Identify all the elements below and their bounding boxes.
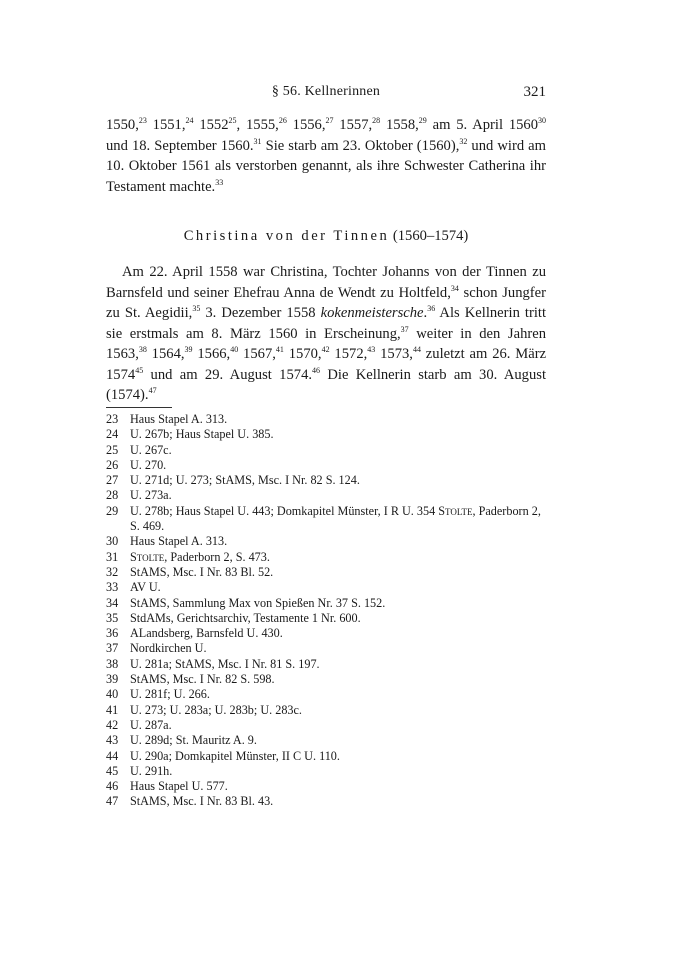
footnote: 47 StAMS, Msc. I Nr. 83 Bl. 43. bbox=[106, 794, 274, 809]
footnote-ref[interactable]: 23 bbox=[138, 116, 147, 125]
footnote-ref[interactable]: 32 bbox=[459, 136, 468, 146]
footnote-ref[interactable]: 28 bbox=[372, 116, 381, 125]
footnote: 33 AV U. bbox=[106, 580, 161, 595]
footnote: 36 ALandsberg, Barnsfeld U. 430. bbox=[106, 626, 283, 641]
footnote-ref[interactable]: 41 bbox=[275, 345, 284, 354]
footnote-ref[interactable]: 34 bbox=[450, 283, 459, 293]
footnote-divider bbox=[106, 407, 172, 408]
footnote-ref[interactable]: 25 bbox=[228, 116, 237, 125]
paragraph-continuation: 1550,23 1551,24 1552$^{25}$, 1555,26 1556,27 1557,28 1558,29 am 5. April 1560$^{30}$ und 18. September 1560.31 Sie starb am 23. Oktober (1560),$^{32}$ und wird am 10. Oktober 1561 als verstorben genannt, als ihre Schwester Catherina ihr Testament machte.$^{33}$ bbox=[106, 116, 547, 195]
footnote-ref[interactable]: 35 bbox=[192, 304, 201, 313]
running-title: § 56. Kellnerinnen bbox=[271, 84, 381, 99]
italic-term: kokenmeistersche bbox=[320, 305, 424, 321]
footnote: 28 U. 273a. bbox=[106, 488, 172, 503]
footnote-ref[interactable]: 37 bbox=[400, 324, 409, 334]
footnote-ref[interactable]: 42 bbox=[321, 345, 330, 354]
footnote-ref[interactable]: 39 bbox=[184, 345, 193, 354]
footnote-ref[interactable]: 40 bbox=[230, 345, 239, 354]
footnote-ref[interactable]: 30 bbox=[538, 116, 547, 125]
footnote: 43 U. 289d; St. Mauritz A. 9. bbox=[106, 733, 257, 748]
paragraph-christina: Am 22. April 1558 war Christina, Tochter Johanns von der Tinnen zu Barnsfeld und seiner Ehefrau Anna de Wendt zu Holtfeld,$^{34}$ schon Jungfer zu St. Aegidii,$^{35}$ 3. Dezember 1558 kokenmeistersche.$^{36}$ Als Kellnerin tritt sie erstmals am 8. März 1560 in Erscheinung,$^{37}$ weiter in den Jahren 1563,38 1564,39 1566,40 1567,41 1570,42 1572,43 1573,44 zuletzt am 26. März 1574$^{45}$ und am 29. August 1574.46 Die Kellnerin starb am 30. August (1574).$^{47}$ bbox=[106, 264, 547, 403]
footnote-ref[interactable]: 44 bbox=[412, 345, 421, 354]
footnote-ref[interactable]: 29 bbox=[418, 116, 427, 125]
page-header bbox=[106, 84, 546, 104]
footnote: 34 StAMS, Sammlung Max von Spießen Nr. 37 S. 152. bbox=[106, 595, 386, 610]
footnote: 39 StAMS, Msc. I Nr. 82 S. 598. bbox=[106, 672, 275, 687]
footnote: 46 Haus Stapel U. 577. bbox=[106, 779, 228, 794]
footnote-ref[interactable]: 46 bbox=[312, 365, 321, 375]
footnote: 31 Stolte, Paderborn 2, S. 473. bbox=[106, 549, 270, 564]
footnote: 35 StdAMs, Gerichtsarchiv, Testamente 1 Nr. 600. bbox=[106, 610, 361, 625]
footnotes-list bbox=[106, 412, 546, 810]
footnote-ref[interactable]: 36 bbox=[427, 304, 436, 313]
footnote: 27 U. 271d; U. 273; StAMS, Msc. I Nr. 82 S. 124. bbox=[106, 473, 360, 488]
footnote-ref[interactable]: 31 bbox=[253, 136, 262, 146]
footnote: 45 U. 291h. bbox=[106, 763, 173, 778]
heading-years: (1560–1574) bbox=[389, 228, 469, 244]
footnote-ref[interactable]: 27 bbox=[325, 116, 334, 125]
footnote-ref[interactable]: 45 bbox=[135, 365, 144, 375]
page-number: 321 bbox=[523, 84, 546, 100]
footnote-ref[interactable]: 24 bbox=[185, 116, 194, 125]
footnote: 23 Haus Stapel A. 313. bbox=[106, 412, 228, 426]
footnote: 30 Haus Stapel A. 313. bbox=[106, 534, 228, 549]
footnote: 37 Nordkirchen U. bbox=[106, 641, 207, 656]
footnote: 38 U. 281a; StAMS, Msc. I Nr. 81 S. 197. bbox=[106, 656, 320, 671]
footnote: 26 U. 270. bbox=[106, 457, 167, 472]
footnote: 42 U. 287a. bbox=[106, 717, 172, 732]
footnote: 25 U. 267c. bbox=[106, 442, 172, 457]
footnote-ref[interactable]: 33 bbox=[215, 177, 224, 187]
footnote: 32 StAMS, Msc. I Nr. 83 Bl. 52. bbox=[106, 564, 274, 579]
footnote-ref[interactable]: 38 bbox=[138, 345, 147, 354]
footnote: 40 U. 281f; U. 266. bbox=[106, 687, 210, 702]
footnote-ref[interactable]: 43 bbox=[367, 345, 376, 354]
footnote-ref[interactable]: 47 bbox=[148, 386, 157, 395]
heading-name: Christina von der Tinnen bbox=[183, 228, 390, 244]
footnote-ref[interactable]: 26 bbox=[278, 116, 287, 125]
footnote: 41 U. 273; U. 283a; U. 283b; U. 283c. bbox=[106, 702, 302, 717]
footnote: 29 U. 278b; Haus Stapel U. 443; Domkapitel Münster, I R U. 354 Stolte, Paderborn 2, S. 469. bbox=[106, 503, 541, 534]
section-heading bbox=[106, 228, 546, 245]
footnote: 44 U. 290a; Domkapitel Münster, II C U. 110. bbox=[106, 748, 340, 763]
footnote: 24 U. 267b; Haus Stapel U. 385. bbox=[106, 427, 274, 442]
